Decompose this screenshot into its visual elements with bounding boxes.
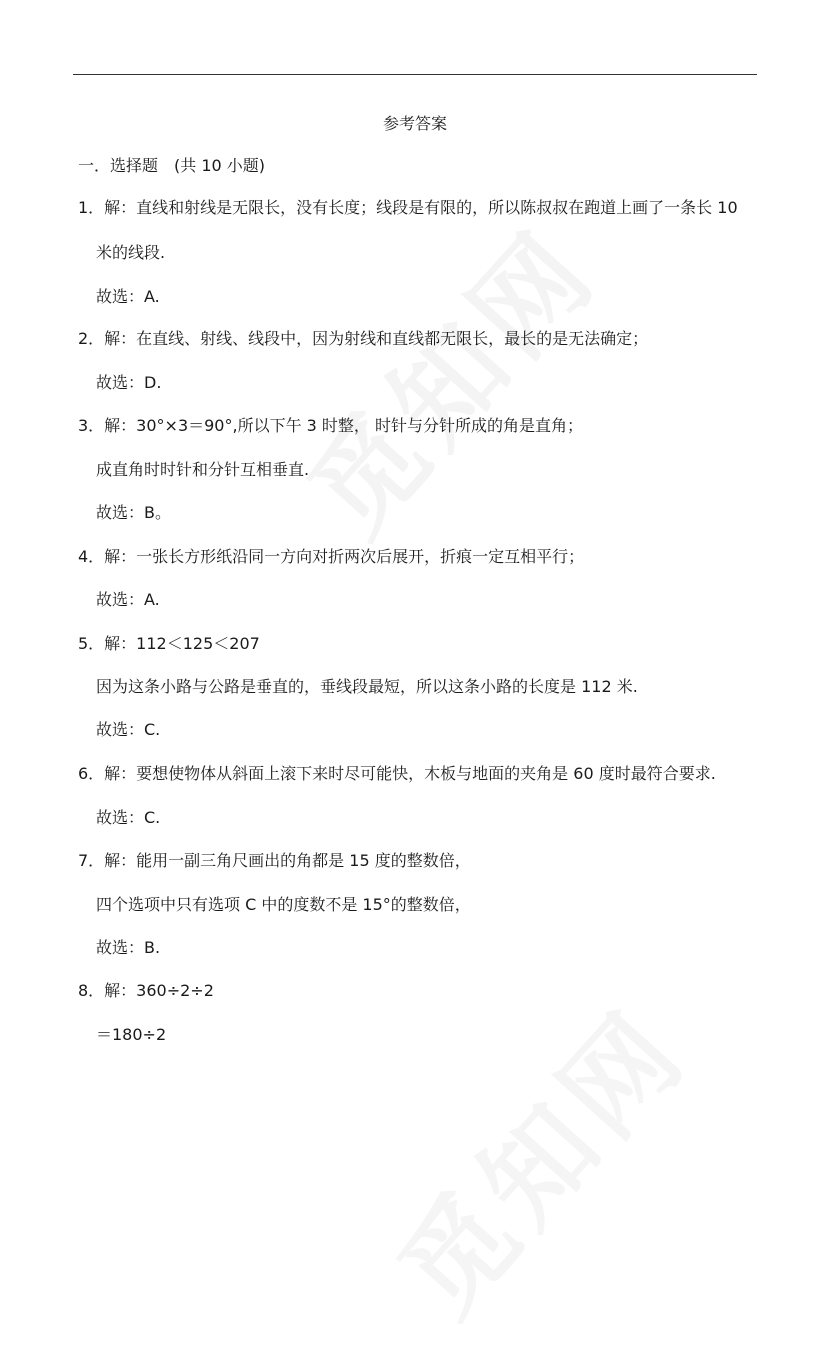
answer-1-text-cont: 米的线段.: [96, 243, 166, 262]
header-rule: [73, 74, 757, 75]
watermark-bottom: [337, 947, 722, 1353]
answer-7-choice: 故选：B.: [96, 938, 161, 957]
answer-3-text: 3．解：30°×3＝90°,所以下午 3 时整， 时针与分针所成的角是直角；: [78, 416, 584, 435]
answer-4-choice: 故选：A.: [96, 590, 160, 609]
answer-3-choice: 故选：B。: [96, 503, 171, 522]
answer-5-choice: 故选：C.: [96, 720, 161, 739]
answer-8-text: 8．解：360÷2÷2: [78, 981, 214, 1000]
section-heading: 一．选择题 (共 10 小题): [78, 156, 266, 175]
page-title: 参考答案: [382, 114, 447, 133]
answer-3-text-cont: 成直角时时针和分针互相垂直.: [96, 460, 310, 479]
answer-5-text: 5．解：112＜125＜207: [78, 634, 260, 653]
answer-2-choice: 故选：D.: [96, 373, 162, 392]
answer-1-choice: 故选：A.: [96, 287, 160, 306]
answer-8-step: ＝180÷2: [96, 1025, 167, 1044]
answer-5-text-cont: 因为这条小路与公路是垂直的，垂线段最短，所以这条小路的长度是 112 米.: [96, 677, 638, 696]
answer-6-text: 6．解：要想使物体从斜面上滚下来时尽可能快，木板与地面的夹角是 60 度时最符合要求.: [78, 764, 716, 783]
answer-4-text: 4．解：一张长方形纸沿同一方向对折两次后展开，折痕一定互相平行；: [78, 547, 585, 566]
answer-1-text: 1．解：直线和射线是无限长，没有长度；线段是有限的，所以陈叔叔在跑道上画了一条长 10: [78, 198, 738, 217]
answer-7-text: 7．解：能用一副三角尺画出的角都是 15 度的整数倍，: [78, 851, 471, 870]
answer-2-text: 2．解：在直线、射线、线段中，因为射线和直线都无限长，最长的是无法确定；: [78, 329, 649, 348]
watermark: [247, 167, 632, 573]
answer-6-choice: 故选：C.: [96, 808, 161, 827]
answer-7-text-cont: 四个选项中只有选项 C 中的度数不是 15°的整数倍，: [96, 895, 471, 914]
